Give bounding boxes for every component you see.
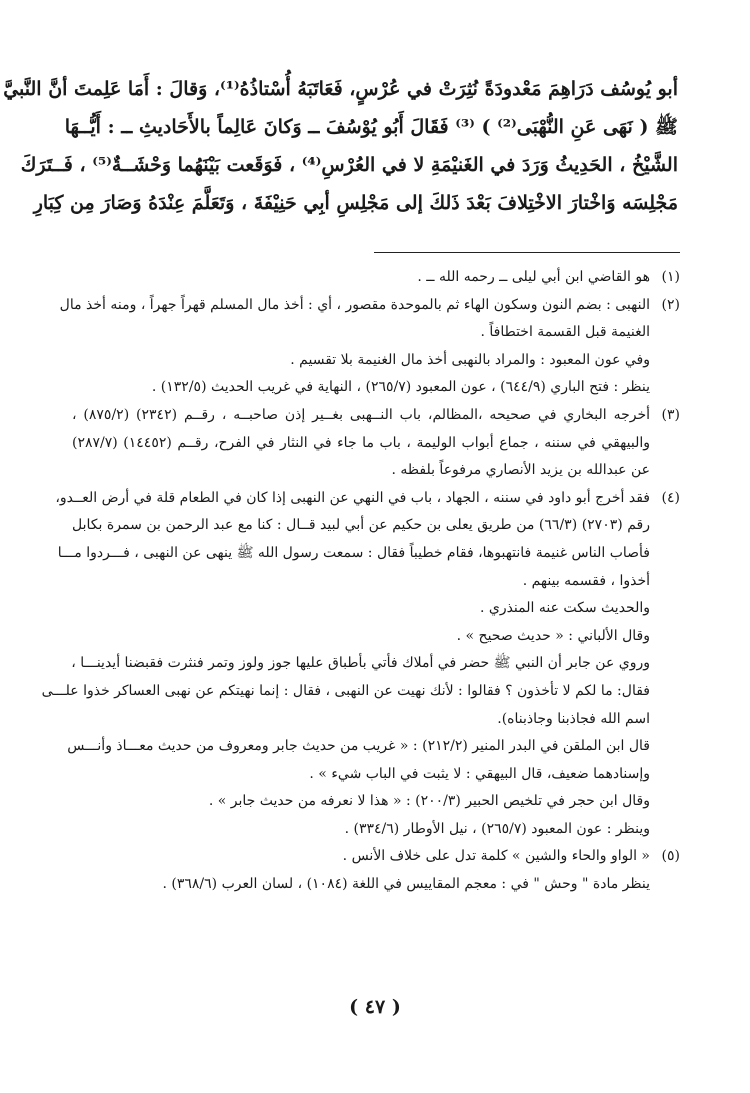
footnote-text: هو القاضي ابن أبي ليلى ــ رحمه الله ــ . bbox=[417, 269, 650, 285]
footnote-text: أخذوا ، فقسمه بينهم . bbox=[522, 572, 650, 589]
footnote-number: (٤) bbox=[661, 489, 680, 506]
main-line: مَجْلِسَه وَاخْتارَ الاخْتِلافَ بَعْدَ ذَلكَ إلى مَجْلِسِ أبِي حَنِيْفَةَ ، وَتَعَلَّمَ عِنْدَهُ وَصَارَ مِن كِبَارِ bbox=[33, 192, 678, 214]
footnote-number: (١) bbox=[661, 269, 680, 285]
footnote-text: ينظر : فتح الباري (٦٤٤/٩) ، عون المعبود (٢٦٥/٧) ، النهاية في غريب الحديث (١٣٢/٥) . bbox=[151, 379, 650, 396]
footnote-line bbox=[72, 457, 680, 485]
footnote-number: (٥) bbox=[661, 848, 680, 865]
footnote-line bbox=[72, 623, 680, 651]
footnote-text: وفي عون المعبود : والمراد بالنهبى أخذ مال الغنيمة بلا تقسيم . bbox=[290, 351, 650, 368]
footnote-text: والحديث سكت عنه المنذري . bbox=[479, 600, 650, 617]
footnote-line bbox=[72, 788, 680, 816]
main-line: الشَّيْخُ ، الحَدِيثُ وَرَدَ في الغَنيْمَةِ لا في العُرْسِ⁽⁴⁾ ، فَوَقَعت بَيْنَهُما وَحْشَــةٌ⁽⁵⁾ ، فَــتَرَكَ bbox=[20, 154, 678, 176]
footnote-text: فأصاب الناس غنيمة فانتهبوها، فقام خطيباً فقال : سمعت رسول الله ﷺ ينهى عن النهبى ، فـــردوا مـــا bbox=[57, 544, 650, 561]
footnote-text: « الواو والحاء والشين » كلمة تدل على خلاف الأنس . bbox=[342, 848, 650, 865]
page-number: ( ٤٧ ) bbox=[349, 996, 401, 1018]
footnote-text: قال ابن الملقن في البدر المنير (٢١٢/٢) : « غريب من حديث جابر ومعروف من حديث معـــاذ وأنـــس bbox=[67, 738, 650, 755]
footnote-line bbox=[57, 540, 680, 568]
footnote-line bbox=[72, 402, 680, 430]
footnote-text: اسم الله فجاذبنا وجاذبناه). bbox=[497, 710, 650, 727]
footnote-line bbox=[67, 733, 680, 761]
footnote-line bbox=[72, 512, 680, 540]
footnote-line bbox=[72, 319, 680, 347]
footnote-text: النهبى : بضم النون وسكون الهاء ثم بالموحدة مقصور ، أي : أخذ مال المسلم قهراً جهراً ، ومنه أخذ مال bbox=[59, 296, 650, 313]
footnote-text: ينظر مادة " وحش " في : معجم المقاييس في اللغة (١٠٨٤) ، لسان العرب (٣٦٨/٦) . bbox=[162, 876, 650, 893]
footnote-text: وإسنادهما ضعيف، قال البيهقي : لا يثبت في الباب شيء » . bbox=[309, 765, 650, 782]
footnote-text: الغنيمة قبل القسمة اختطافاً . bbox=[480, 324, 650, 341]
footnote-line bbox=[72, 843, 680, 871]
footnote-text: عن عبدالله بن يزيد الأنصاري مرفوعاً بلفظه . bbox=[391, 462, 650, 479]
footnote-text: فقال: ما لكم لا تأخذون ؟ فقالوا : لأنك نهيت عن النهبى ، فقال : إنما نهيتكم عن نهبى العساكر خذوا علـــى bbox=[41, 682, 650, 699]
footnote-line bbox=[72, 595, 680, 623]
footnote-line bbox=[72, 816, 680, 844]
footnote-text: وينظر : عون المعبود (٢٦٥/٧) ، نيل الأوطار (٣٣٤/٦) . bbox=[344, 820, 650, 837]
footnote-text: والبيهقي في سننه ، جماع أبواب الوليمة ، باب ما جاء في النثار في الفرح، رقــم (١٤٤٥٢) (٢٨٧/٧) bbox=[72, 434, 650, 451]
footnote-text: وقال الألباني : « حديث صحيح » . bbox=[456, 627, 650, 644]
footnote-line bbox=[72, 430, 680, 458]
main-line: ﷺ ( نَهَى عَنِ النُّهْبَى⁽²⁾ ) ⁽³⁾ فَقَالَ أَبُو يُوْسُفَ ــ وَكانَ عَالِماً بالأَحَاديثِ ــ : أَيُّــهَا bbox=[64, 116, 678, 138]
main-line: أبو يُوسُف دَرَاهِمَ مَعْدودَةً نُثِرَتْ في عُرْسٍ، فَعَاتَبَهُ أُسْتاذُهُ⁽¹⁾، وَقالَ : أَمَا عَلِمتَ أنَّ النَّبيَّ bbox=[3, 78, 678, 100]
footnote-number: (٢) bbox=[661, 296, 680, 313]
footnote-text: وقال ابن حجر في تلخيص الحبير (٢٠٠/٣) : « هذا لا نعرفه من حديث جابر » . bbox=[208, 793, 650, 810]
footnote-text: أخرجه البخاري في صحيحه ،المظالم، باب النــهبى بغــير إذن صاحبــه ، رقــم (٢٣٤٢) (٨٧٥/٢) ، bbox=[72, 406, 651, 423]
footnote-text: وروي عن جابر أن النبي ﷺ حضر في أملاك فأتي بأطباق عليها جوز ولوز وتمر فنثرت فقبضنا أيدينـــا ، bbox=[71, 655, 650, 672]
footnote-text: فقد أخرج أبو داود في سننه ، الجهاد ، باب في النهي عن النهبى إذا كان في الطعام قلة في أرض العــدو، bbox=[55, 489, 650, 506]
footnote-line bbox=[72, 871, 680, 899]
main-text bbox=[3, 70, 678, 222]
footnote-separator bbox=[374, 252, 680, 253]
footnote-line bbox=[59, 292, 680, 320]
footnote-line bbox=[72, 374, 680, 402]
footnote-line bbox=[72, 264, 680, 292]
footnote-line bbox=[72, 706, 680, 734]
footnote-line bbox=[72, 568, 680, 596]
footnotes bbox=[41, 264, 681, 899]
footnote-line bbox=[55, 485, 680, 513]
footnote-line bbox=[72, 650, 680, 678]
footnote-line bbox=[41, 678, 680, 706]
footnote-text: رقم (٢٧٠٣) (٦٦/٣) من طريق يعلى بن حكيم عن أبي لبيد قــال : كنا مع عبد الرحمن بن سمرة بكابل bbox=[72, 517, 651, 534]
footnote-line bbox=[72, 761, 680, 789]
footnote-number: (٣) bbox=[661, 406, 681, 423]
footnote-line bbox=[72, 347, 680, 375]
